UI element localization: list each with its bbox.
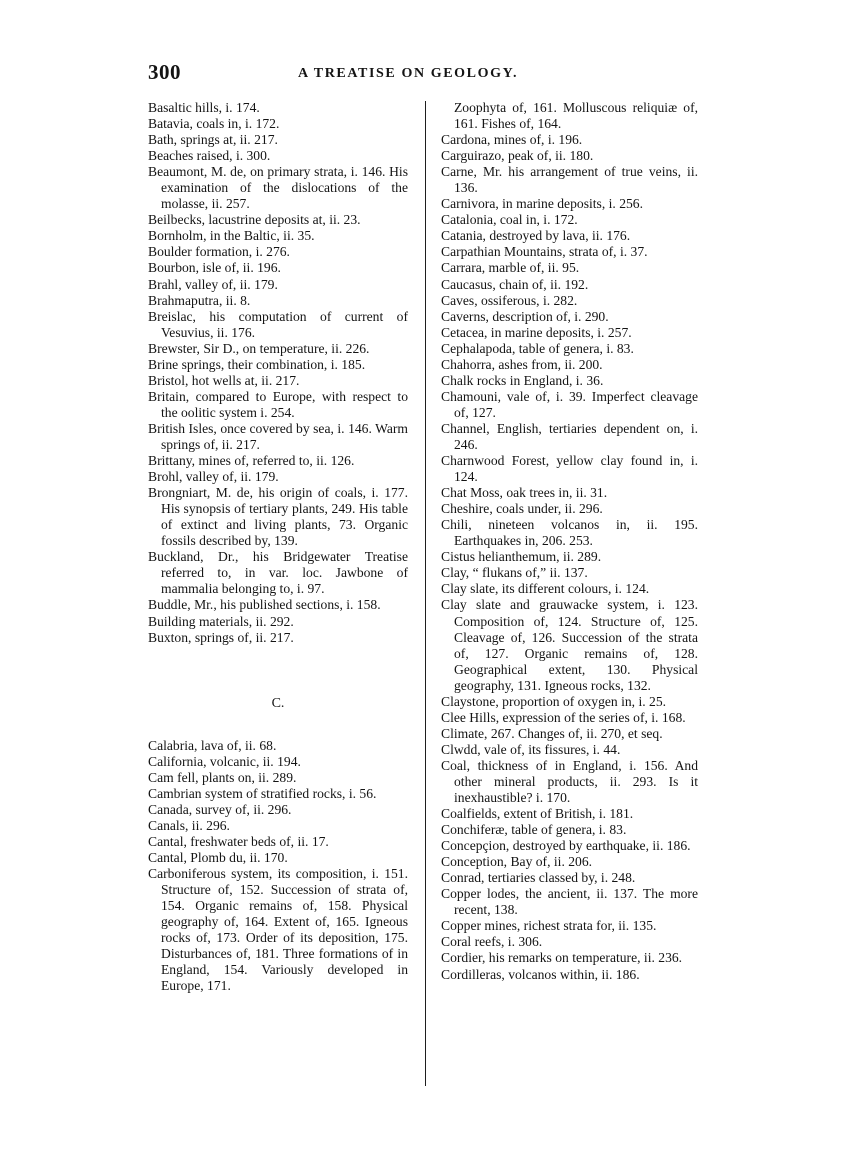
index-entry: Clee Hills, expression of the series of, i. 168. xyxy=(441,709,686,725)
index-entry: Cordier, his remarks on temperature, ii. 236. xyxy=(441,950,683,966)
index-entry: Beaches raised, i. 300. xyxy=(148,148,271,164)
index-entry: Copper mines, richest strata for, ii. 135. xyxy=(441,918,657,934)
section-letter-c: C. xyxy=(271,695,285,711)
index-entry: Caverns, description of, i. 290. xyxy=(441,308,609,324)
index-entry: Buddle, Mr., his published sections, i. 158. xyxy=(148,597,381,613)
index-entry: Carne, Mr. his arrangement of true veins, ii. 136. xyxy=(441,164,698,196)
index-entry: Conchiferæ, table of genera, i. 83. xyxy=(441,822,627,838)
index-entry: Catania, destroyed by lava, ii. 176. xyxy=(441,228,631,244)
index-entry: Brittany, mines of, referred to, ii. 126. xyxy=(148,453,355,469)
index-entry: Copper lodes, the ancient, ii. 137. The more recent, 138. xyxy=(441,886,698,918)
index-column-right xyxy=(441,100,698,983)
index-entry: Buxton, springs of, ii. 217. xyxy=(148,629,294,645)
index-entry: Caves, ossiferous, i. 282. xyxy=(441,292,578,308)
index-entry: Cambrian system of stratified rocks, i. 56. xyxy=(148,785,377,801)
index-entry: Claystone, proportion of oxygen in, i. 25. xyxy=(441,693,667,709)
index-entry: Boulder formation, i. 276. xyxy=(148,244,290,260)
index-entry: Carnivora, in marine deposits, i. 256. xyxy=(441,196,643,212)
index-entry: Clay, “ flukans of,” ii. 137. xyxy=(441,565,588,581)
index-entry: Carpathian Mountains, strata of, i. 37. xyxy=(441,244,648,260)
continued-entry: Zoophyta of, 161. Molluscous reliquiæ of, 161. Fishes of, 164. xyxy=(454,100,698,132)
index-section-b xyxy=(148,100,408,646)
index-entry: Cistus helianthemum, ii. 289. xyxy=(441,549,602,565)
index-entry: Chamouni, vale of, i. 39. Imperfect cleavage of, 127. xyxy=(441,388,698,420)
index-entry: Clay slate and grauwacke system, i. 123. Composition of, 124. Structure of, 125. Cleavage of, 126. Succession of the strata of, 127. Organic remains of, 128. Geographical extent, 130. Physical geography, 131. Igneous rocks, 132. xyxy=(441,597,698,693)
index-entry: Caucasus, chain of, ii. 192. xyxy=(441,276,589,292)
index-entry: Bourbon, isle of, ii. 196. xyxy=(148,260,281,276)
index-entry: Brahmaputra, ii. 8. xyxy=(148,292,251,308)
index-entry: Cantal, Plomb du, ii. 170. xyxy=(148,849,288,865)
index-entry: Coalfields, extent of British, i. 181. xyxy=(441,806,634,822)
index-entry: Beaumont, M. de, on primary strata, i. 146. His examination of the dislocations of the molasse, ii. 257. xyxy=(148,164,408,212)
index-column-left xyxy=(148,100,408,994)
index-entry: Breislac, his computation of current of Vesuvius, ii. 176. xyxy=(148,308,408,340)
index-entry: Coal, thickness of in England, i. 156. And other mineral products, ii. 293. Is it inexhaustible? i. 170. xyxy=(441,757,698,806)
index-section-c xyxy=(148,738,408,995)
index-entry: Brewster, Sir D., on temperature, ii. 226. xyxy=(148,340,370,356)
index-entry: Conception, Bay of, ii. 206. xyxy=(441,854,593,870)
index-entry: Chahorra, ashes from, ii. 200. xyxy=(441,356,603,372)
index-entry: Buckland, Dr., his Bridgewater Treatise referred to, in var. loc. Jawbone of mammalia belonging to, i. 97. xyxy=(148,549,408,597)
index-entry: British Isles, once covered by sea, i. 146. Warm springs of, ii. 217. xyxy=(148,420,408,452)
index-entry: Bornholm, in the Baltic, ii. 35. xyxy=(148,228,315,244)
index-entry: Cordilleras, volcanos within, ii. 186. xyxy=(441,966,640,982)
index-entry: Canals, ii. 296. xyxy=(148,817,230,833)
index-entry: Britain, compared to Europe, with respect to the oolitic system i. 254. xyxy=(148,388,408,420)
index-entry: Brongniart, M. de, his origin of coals, i. 177. His synopsis of tertiary plants, 249. His table of extinct and living plants, 73. Organic fossils described by, 139. xyxy=(148,485,408,549)
running-title: A TREATISE ON GEOLOGY. xyxy=(298,66,519,81)
index-entry: Concepçion, destroyed by earthquake, ii. 186. xyxy=(441,838,691,854)
index-entry: Cephalapoda, table of genera, i. 83. xyxy=(441,340,634,356)
index-entry: Cantal, freshwater beds of, ii. 17. xyxy=(148,833,329,849)
index-entry: Batavia, coals in, i. 172. xyxy=(148,116,280,132)
index-entry: Catalonia, coal in, i. 172. xyxy=(441,212,578,228)
index-entry: Clwdd, vale of, its fissures, i. 44. xyxy=(441,741,621,757)
index-entry: Beilbecks, lacustrine deposits at, ii. 23. xyxy=(148,212,361,228)
index-entry: Brine springs, their combination, i. 185. xyxy=(148,356,366,372)
index-entry: Brohl, valley of, ii. 179. xyxy=(148,469,279,485)
index-entry: Carguirazo, peak of, ii. 180. xyxy=(441,148,594,164)
index-entry: Cam fell, plants on, ii. 289. xyxy=(148,769,297,785)
index-entry: Cheshire, coals under, ii. 296. xyxy=(441,501,603,517)
index-entry: Basaltic hills, i. 174. xyxy=(148,100,260,115)
index-entry: Cardona, mines of, i. 196. xyxy=(441,132,583,148)
page-number: 300 xyxy=(148,60,181,84)
index-entry: Climate, 267. Changes of, ii. 270, et seq. xyxy=(441,725,663,741)
index-entry: Calabria, lava of, ii. 68. xyxy=(148,737,277,753)
index-entry: Conrad, tertiaries classed by, i. 248. xyxy=(441,870,636,886)
index-entry: Chili, nineteen volcanos in, ii. 195. Earthquakes in, 206. 253. xyxy=(441,517,698,549)
index-section-c-continued xyxy=(441,132,698,982)
index-entry: Chat Moss, oak trees in, ii. 31. xyxy=(441,485,608,501)
index-entry: Clay slate, its different colours, i. 124. xyxy=(441,581,650,597)
index-entry: Coral reefs, i. 306. xyxy=(441,934,543,950)
index-entry: California, volcanic, ii. 194. xyxy=(148,753,301,769)
index-entry: Brahl, valley of, ii. 179. xyxy=(148,276,278,292)
index-entry: Chalk rocks in England, i. 36. xyxy=(441,372,604,388)
index-entry: Bristol, hot wells at, ii. 217. xyxy=(148,372,300,388)
index-entry: Cetacea, in marine deposits, i. 257. xyxy=(441,324,632,340)
index-entry: Carrara, marble of, ii. 95. xyxy=(441,260,580,276)
index-entry: Bath, springs at, ii. 217. xyxy=(148,132,278,148)
column-divider xyxy=(425,101,426,1086)
index-entry: Charnwood Forest, yellow clay found in, i. 124. xyxy=(441,453,698,485)
index-entry: Building materials, ii. 292. xyxy=(148,613,294,629)
index-entry: Canada, survey of, ii. 296. xyxy=(148,801,292,817)
index-entry: Channel, English, tertiaries dependent on, i. 246. xyxy=(441,420,698,452)
index-entry: Carboniferous system, its composition, i. 151. Structure of, 152. Succession of strata of, 154. Organic remains of, 158. Physical geography of, 164. Extent of, 165. Igneous rocks of, 173. Order of its deposition, 175. Disturbances of, 181. Three formations of in England, 154. Variously developed in Europe, 171. xyxy=(148,866,408,994)
